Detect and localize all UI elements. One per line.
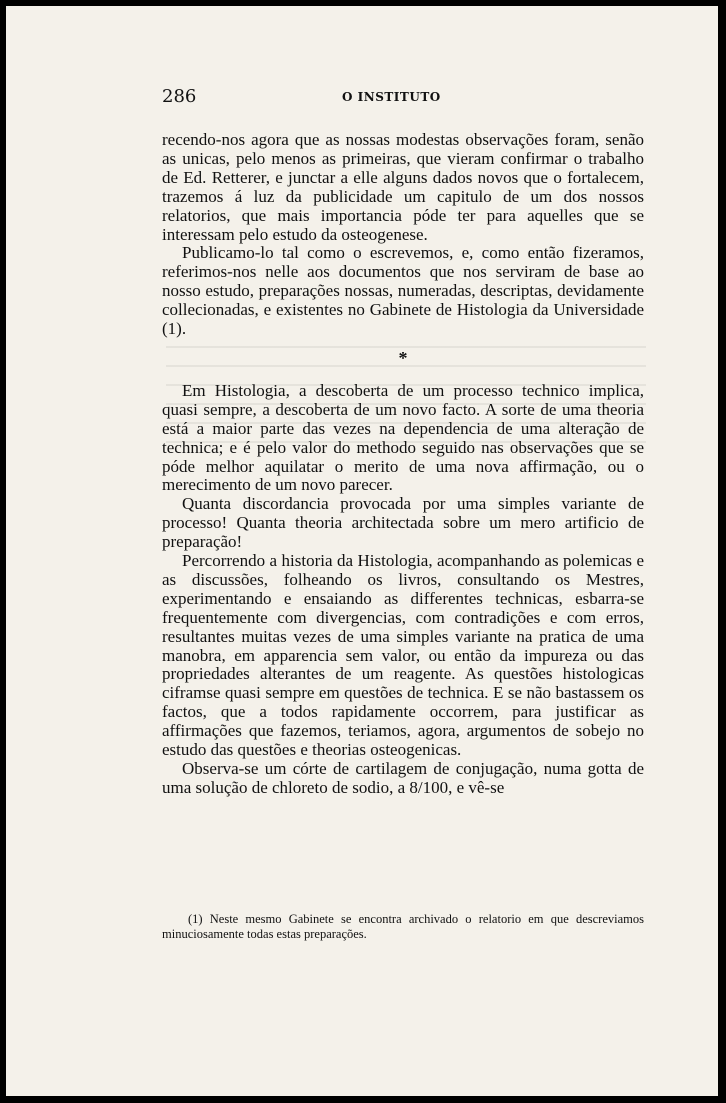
- running-title: O INSTITUTO: [342, 90, 441, 104]
- paragraph: Publicamo-lo tal como o escrevemos, e, como então fizeramos, referimos-nos nelle aos documentos que nos serviram de base ao nosso estudo, preparações nossas, numeradas, descriptas, devidamente collecionadas, e existentes no Gabinete de Histologia da Universidade (1).: [162, 243, 644, 339]
- paragraph-continuation: recendo-nos agora que as nossas modestas observações foram, senão as unicas, pelo menos as primeiras, que vieram confirmar o trabalho de Ed. Retterer, e junctar a elle alguns dados novos que o fortalecem, trazemos á luz da publicidade um capitulo de um dos nossos relatorios, que mais importancia póde ter para aquelles que se interessam pelo estudo da osteogenese.: [162, 130, 644, 244]
- page-number: 286: [162, 86, 197, 107]
- document-page: [6, 6, 718, 1096]
- body-text: [162, 131, 644, 798]
- paragraph: Em Histologia, a descoberta de um processo technico implica, quasi sempre, a descoberta de um novo facto. A sorte de uma theoria está a maior parte das vezes na dependencia de uma alteração de technica; e é pelo valor do methodo seguido nas observações que se póde melhor aquilatar o merito de uma nova affirmação, ou o merecimento de um novo parecer.: [162, 380, 644, 495]
- page-header: [162, 86, 644, 110]
- footnote: [162, 912, 644, 942]
- paragraph: Quanta discordancia provocada por uma simples variante de processo! Quanta theoria architectada sobre um mero artificio de preparação!: [162, 494, 644, 552]
- section-separator: *: [398, 347, 408, 368]
- paragraph: Observa-se um córte de cartilagem de conjugação, numa gotta de uma solução de chloreto de sodio, a 8/100, e vê-se: [162, 759, 644, 797]
- paragraph: Percorrendo a historia da Histologia, acompanhando as polemicas e as discussões, folheando os livros, consultando os Mestres, experimentando e ensaiando as differentes technicas, esbarra-se frequentemente com divergencias, com contradições e com erros, resultantes muitas vezes de uma simples variante na pratica de uma manobra, em apparencia sem valor, ou então da impureza ou das propriedades alterantes de um reagente. As questões histologicas ciframse quasi sempre em questões de technica. E se não bastassem os factos, que a todos rapidamente occorrem, para justificar as affirmações que fazemos, teriamos, agora, argumentos de sobejo no estudo das questões e theorias osteogenicas.: [162, 551, 644, 760]
- footnote-text: (1) Neste mesmo Gabinete se encontra archivado o relatorio em que descreviamos minuciosamente todas estas preparações.: [162, 912, 644, 941]
